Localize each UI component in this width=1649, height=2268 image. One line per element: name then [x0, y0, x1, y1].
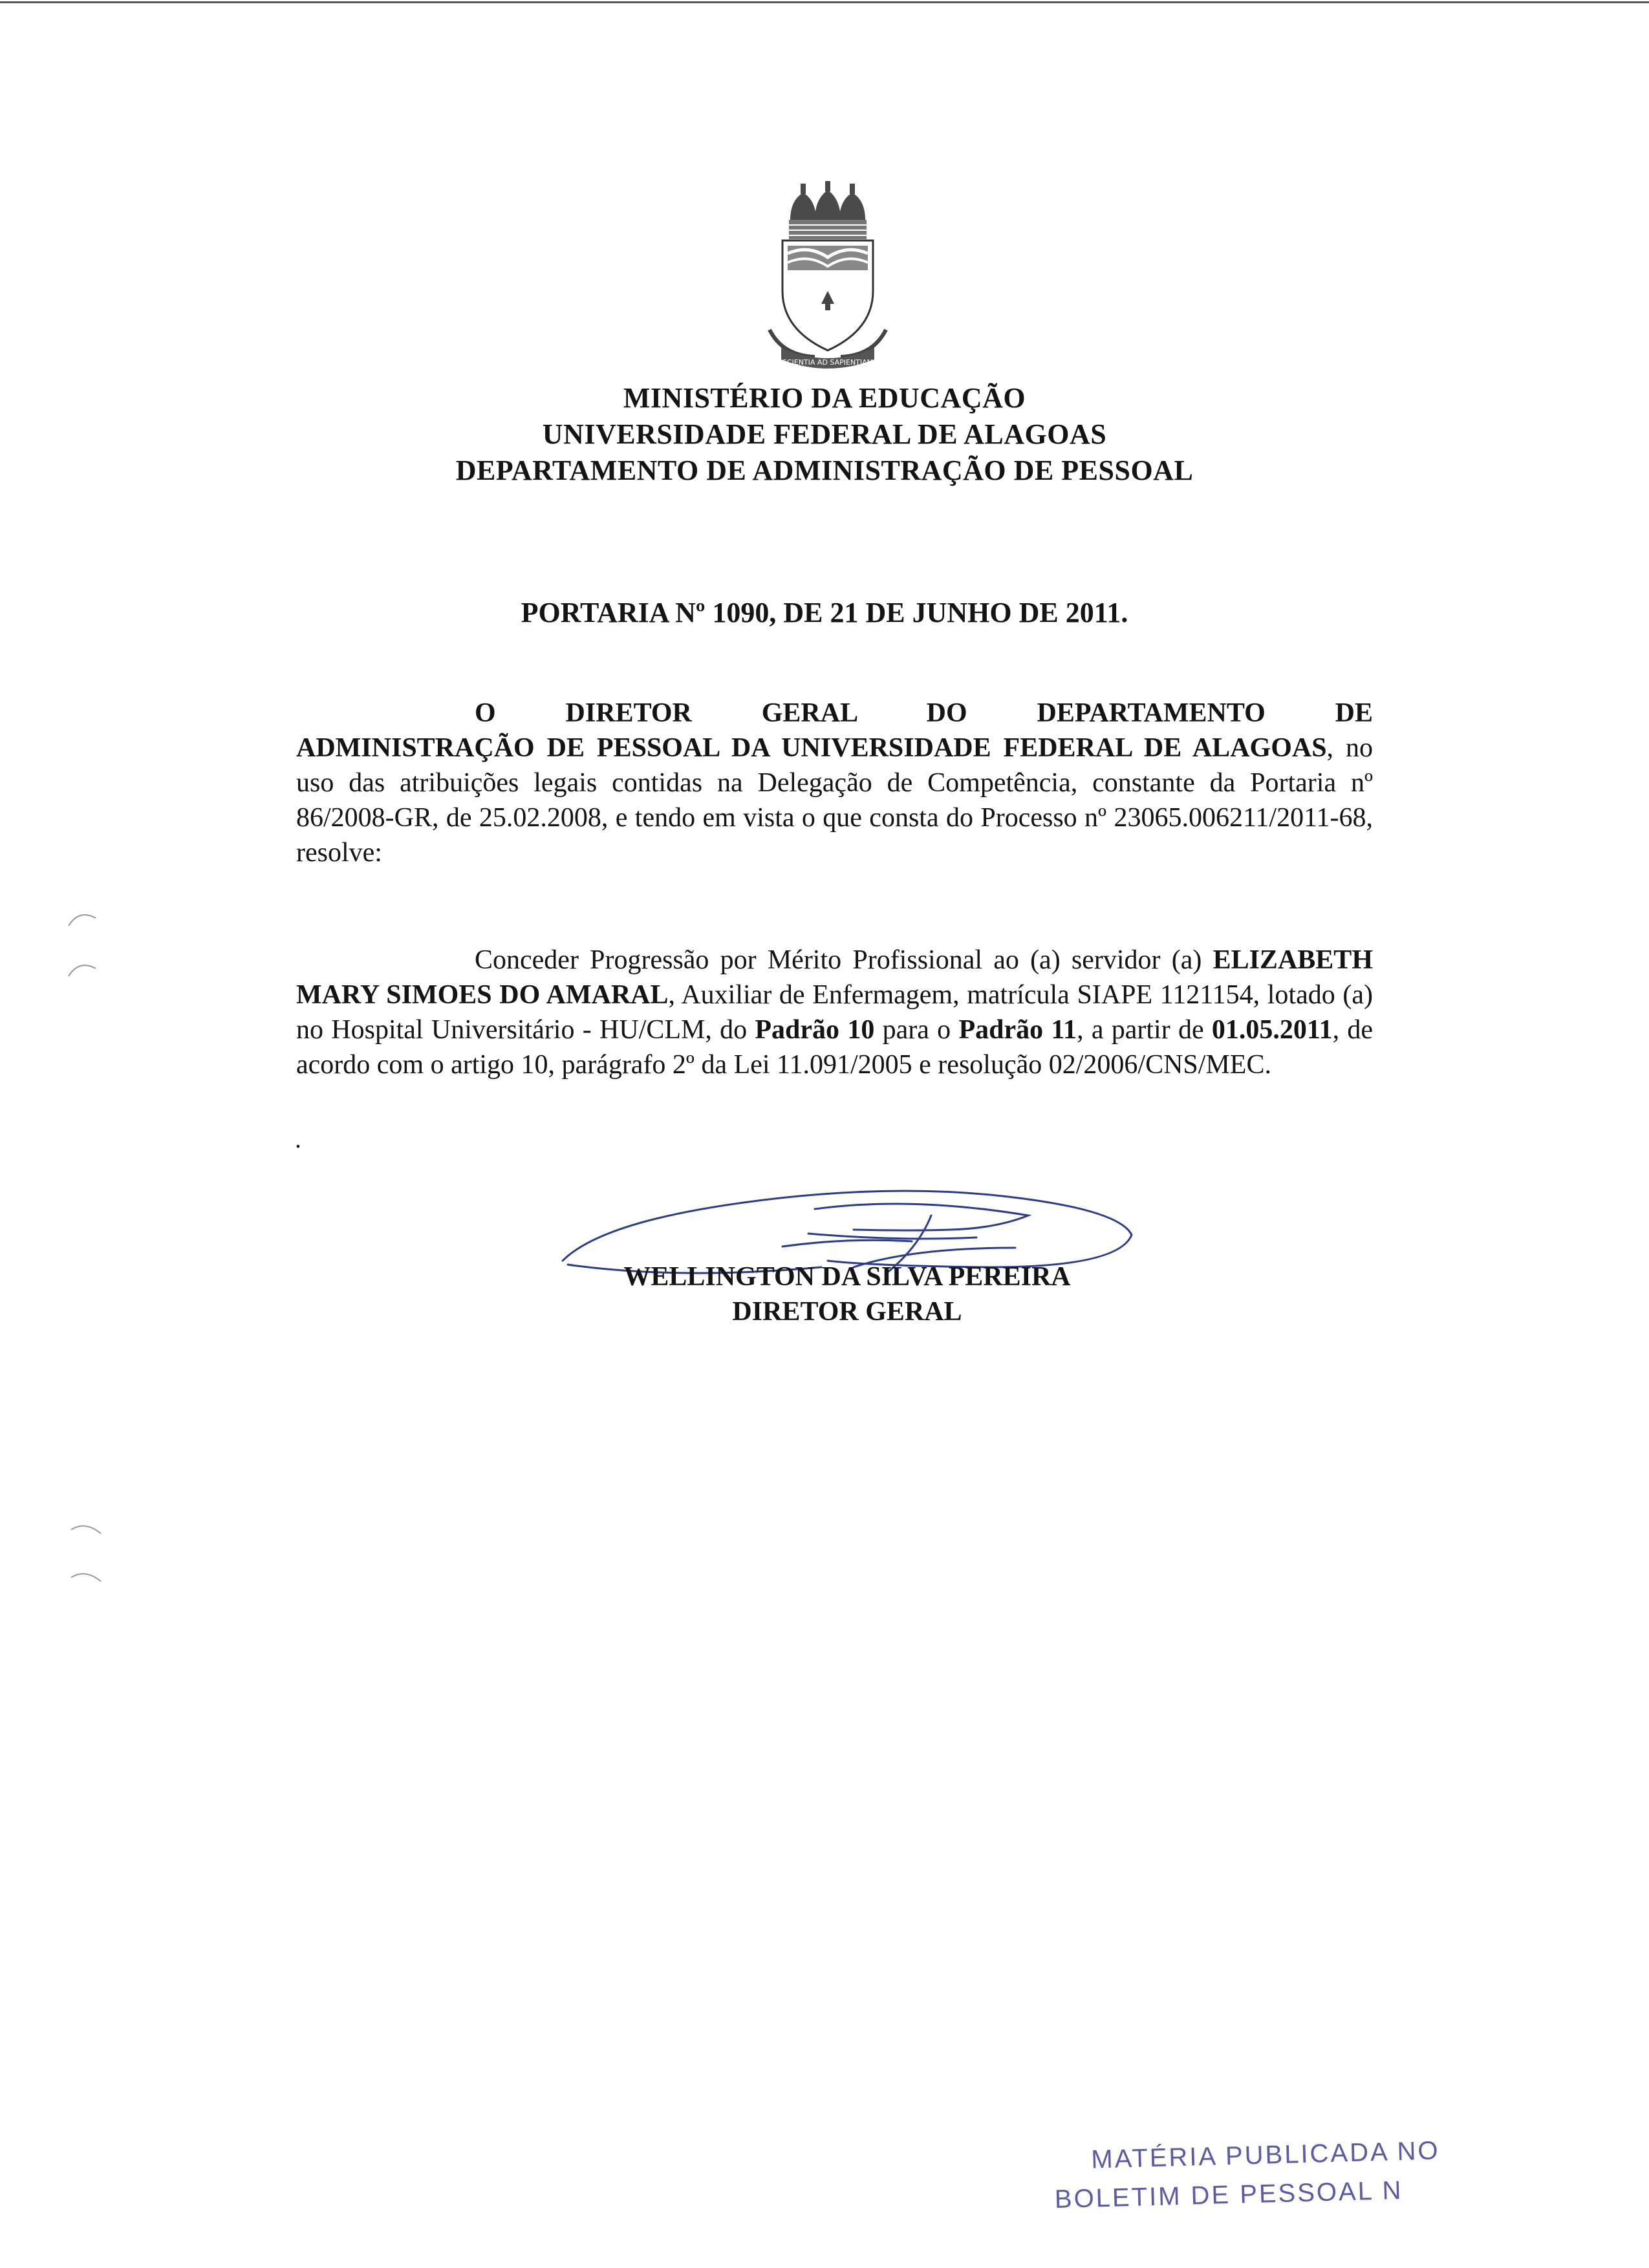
to-level: Padrão 11	[958, 1015, 1077, 1045]
preamble-text: , no uso das atribuições legais contidas na Delegação de Competência, constante da Portaria nº 86/2008-GR, de 25.02.2008, e tendo em vista o que consta do Processo nº 23065.006211/2011-68, resolve:	[296, 733, 1373, 868]
from-level: Padrão 10	[755, 1015, 875, 1045]
punch-hole-mark-icon	[66, 906, 98, 932]
document-header	[0, 380, 1649, 489]
publication-stamp	[1053, 2126, 1649, 2219]
punch-hole-mark-icon	[70, 1568, 102, 1594]
preamble-paragraph	[296, 696, 1373, 870]
university-crest-icon	[763, 181, 892, 375]
resolution-text-2: , Auxiliar de Enfermagem, matrícula SIAPE 1121154, lotado (a) no Hospital Universitário - HU/CLM, do	[296, 980, 1373, 1045]
effective-date: 01.05.2011	[1211, 1015, 1333, 1045]
punch-hole-mark-icon	[70, 1521, 102, 1546]
preamble-bold-line-1: O DIRETOR GERAL DO DEPARTAMENTO DE	[475, 698, 1373, 728]
signatory-name: WELLINGTON DA SILVA PEREIRA	[623, 1262, 1071, 1292]
stamp-line-1: MATÉRIA PUBLICADA NO	[1090, 2136, 1441, 2174]
resolution-text-4: , a partir de	[1077, 1015, 1212, 1045]
punch-hole-mark-icon	[66, 957, 98, 983]
server-name: ELIZABETH MARY SIMOES DO AMARAL	[296, 945, 1373, 1010]
portaria-title: PORTARIA Nº 1090, DE 21 DE JUNHO DE 2011.	[521, 597, 1128, 628]
resolution-text-5: , de acordo com o artigo 10, parágrafo 2º da Lei 11.091/2005 e resolução 02/2006/CNS/MEC.	[296, 1015, 1373, 1080]
signatory-role: DIRETOR GERAL	[732, 1297, 962, 1327]
header-university: UNIVERSIDADE FEDERAL DE ALAGOAS	[542, 418, 1107, 450]
header-ministry: MINISTÉRIO DA EDUCAÇÃO	[623, 382, 1026, 414]
stray-dot-mark: .	[295, 1124, 301, 1153]
resolution-text-3: para o	[874, 1015, 959, 1045]
preamble-bold-line-2: ADMINISTRAÇÃO DE PESSOAL DA UNIVERSIDADE FEDERAL DE ALAGOAS	[296, 733, 1327, 763]
stamp-line-2: BOLETIM DE PESSOAL N	[1054, 2176, 1403, 2214]
signatory-block	[550, 1259, 1145, 1329]
header-department: DEPARTAMENTO DE ADMINISTRAÇÃO DE PESSOAL	[455, 455, 1194, 486]
crest-motto: SCIENTIA AD SAPIENTIAM	[782, 358, 874, 367]
resolution-paragraph	[296, 943, 1373, 1082]
scan-edge-line	[0, 1, 1649, 3]
resolution-text-1: Conceder Progressão por Mérito Profissional ao (a) servidor (a)	[475, 945, 1213, 975]
